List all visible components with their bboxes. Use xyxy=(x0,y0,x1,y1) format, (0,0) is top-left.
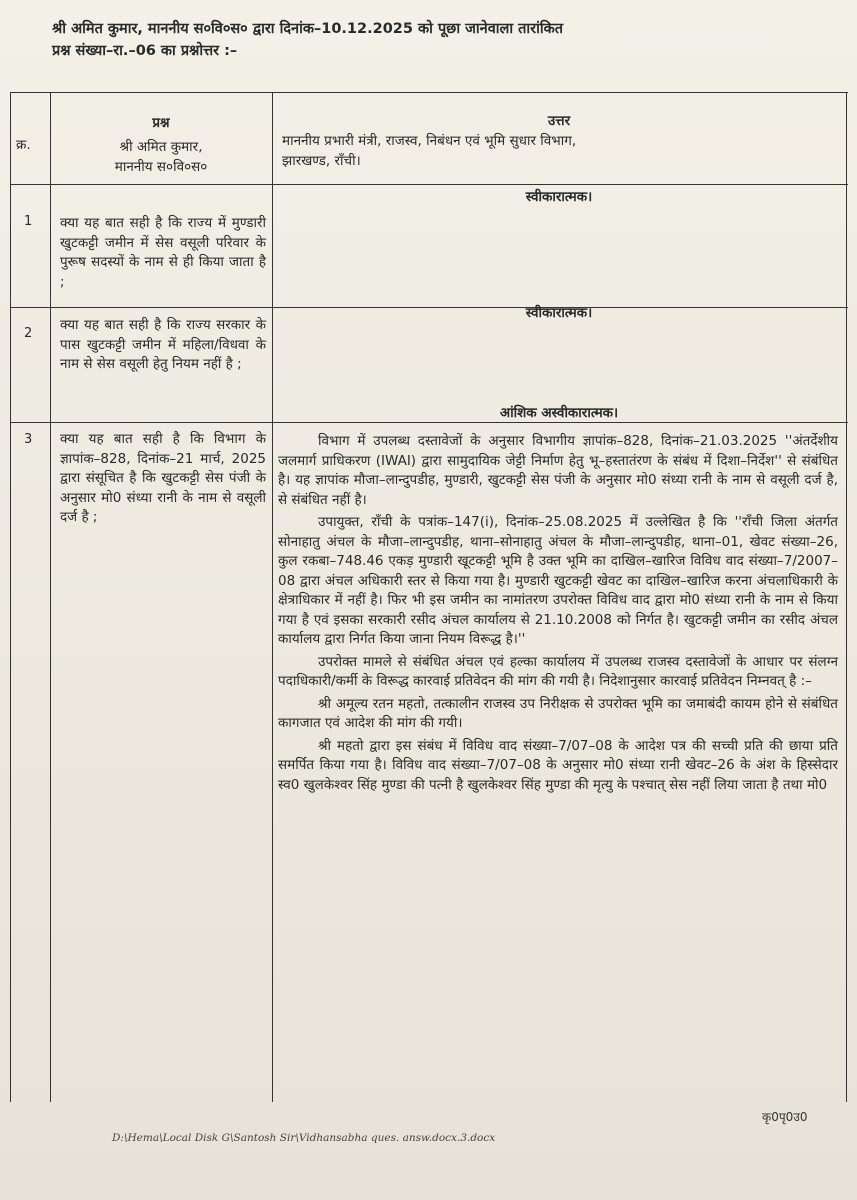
answer-paragraph: उपरोक्त मामले से संबंधित अंचल एवं हल्का कार्यालय में उपलब्ध राजस्व दस्तावेजों के आधार पर संलग्न पदाधिकारी/कर्मी के विरूद्ध कारवाई प्रतिवेदन की मांग की गयी है। निदेशानुसार कारवाई प्रतिवेदन निम्नवत् है :– xyxy=(278,653,838,689)
continued-overleaf-note: कृ0पृ0उ0 xyxy=(762,1110,808,1124)
table-col-divider xyxy=(50,92,51,1102)
serial-header: क्र. xyxy=(16,137,31,153)
answer-paragraph: श्री महतो द्वारा इस संबंध में विविध वाद संख्या–7/07–08 के आदेश पत्र की सच्ची प्रति की छाया प्रति समर्पित किया गया है। विविध वाद संख्या–7/07–08 के अनुसार मो0 संध्या रानी खेवट–26 के अंश के हिस्सेदार स्व0 खुलकेश्वर सिंह मुण्डा की पत्नी है खुलकेश्वर सिंह मुण्डा की मृत्यु के पश्चात् सेस नहीं लिया जाता है तथा मो0 xyxy=(278,737,838,793)
answer-paragraph: श्री अमूल्य रतन महतो, तत्कालीन राजस्व उप निरीक्षक से उपरोक्त भूमि का जमाबंदी कायम होने से संबंधित कागजात एवं आदेश की मांग की गयी। xyxy=(278,695,838,731)
answer-column-title: उत्तर xyxy=(547,113,571,129)
table-border-top xyxy=(10,92,848,93)
question-text: क्या यह बात सही है कि राज्य में मुण्डारी खुटकट्टी जमीन में सेस वसूली परिवार के पुरूष सदस्यों के नाम से ही किया जाता है ; xyxy=(60,215,266,290)
answer-text: स्वीकारात्मक। xyxy=(525,305,593,321)
header-line-2: प्रश्न संख्या–रा.–06 का प्रश्नोत्तर :– xyxy=(52,43,238,59)
row-number: 2 xyxy=(24,326,33,341)
row-number: 3 xyxy=(24,432,33,447)
answer-author-line2: झारखण्ड, राँची। xyxy=(282,152,361,169)
answer-paragraph: विभाग में उपलब्ध दस्तावेजों के अनुसार विभागीय ज्ञापांक–828, दिनांक–21.03.2025 ''अंतर्देशीय जलमार्ग प्राधिकरण (IWAI) द्वारा सामुदायिक जेट्टी निर्माण हेतु भू–हस्तातंरण के संबंध में दिशा–निर्देश'' से संबंधित है। यह ज्ञापांक मौजा–लान्दुपडीह, मुण्डारी, खुटकट्टी सेस पंजी के अनुसार मो0 संध्या रानी के नाम से वसूली दर्ज है, से संबंधित नहीं है। xyxy=(278,433,838,508)
answer-text: स्वीकारात्मक। xyxy=(525,189,593,205)
question-author xyxy=(50,138,272,177)
answer-author xyxy=(282,132,838,171)
table-border-right xyxy=(846,92,847,1102)
answer-heading: आंशिक अस्वीकारात्मक। xyxy=(499,405,619,421)
question-author-title: माननीय स०वि०स० xyxy=(114,158,208,175)
table-col-divider xyxy=(272,92,273,1102)
qa-table xyxy=(10,92,848,1102)
question-author-name: श्री अमित कुमार, xyxy=(119,139,203,155)
file-path: D:\Hema\Local Disk G\Santosh Sir\Vidhansabha ques. answ.docx.3.docx xyxy=(112,1132,496,1144)
answer-paragraph: उपायुक्त, राँची के पत्रांक–147(i), दिनांक–25.08.2025 में उल्लेखित है कि ''राँची जिला अंतर्गत सोनाहातु अंचल के मौजा–लान्दुपडीह, थाना–सोनाहातु अंचल के मौजा–लान्दुपडीह, थाना–01, खेवट संख्या–26, कुल रकबा–748.46 एकड़ मुण्डारी खूटकट्टी भूमि है उक्त भूमि का दाखिल–खारिज विविध वाद संख्या–7/2007–08 द्वारा अंचल अधिकारी स्तर से किया गया है। मुण्डारी खुटकट्टी खेवट का दाखिल–खारिज करना अंचलाधिकारी के क्षेत्राधिकार में नहीं है। फिर भी इस जमीन का नामांतरण उपरोक्त विविध वाद द्वारा मो0 संध्या रानी के नाम से किया गया है एवं इसका सरकारी रसीद अंचल कार्यालय से 21.10.2008 को निर्गत है। खुटकट्टी जमीन का रसीद अंचल कार्यालय द्वारा निर्गत किया जाना नियम विरूद्ध है।'' xyxy=(278,514,838,647)
row-number: 1 xyxy=(24,214,33,229)
header-line-1: श्री अमित कुमार, माननीय स०वि०स० द्वारा दिनांक–10.12.2025 को पूछा जानेवाला तारांकित xyxy=(52,21,564,37)
document-header xyxy=(52,18,732,62)
question-text: क्या यह बात सही है कि विभाग के ज्ञापांक–828, दिनांक–21 मार्च, 2025 द्वारा संसूचित है कि खुटकट्टी सेस पंजी के अनुसार मो0 संध्या रानी के नाम से वसूली दर्ज है ; xyxy=(60,431,266,525)
answer-author-line1: माननीय प्रभारी मंत्री, राजस्व, निबंधन एवं भूमि सुधार विभाग, xyxy=(282,133,577,149)
answer-body xyxy=(278,432,838,798)
question-text: क्या यह बात सही है कि राज्य सरकार के पास खुटकट्टी जमीन में महिला/विधवा के नाम से सेस वसूली हेतु नियम नहीं है ; xyxy=(60,317,266,372)
question-column-title: प्रश्न xyxy=(152,115,170,131)
table-border-left xyxy=(10,92,11,1102)
table-row-divider xyxy=(10,184,848,185)
